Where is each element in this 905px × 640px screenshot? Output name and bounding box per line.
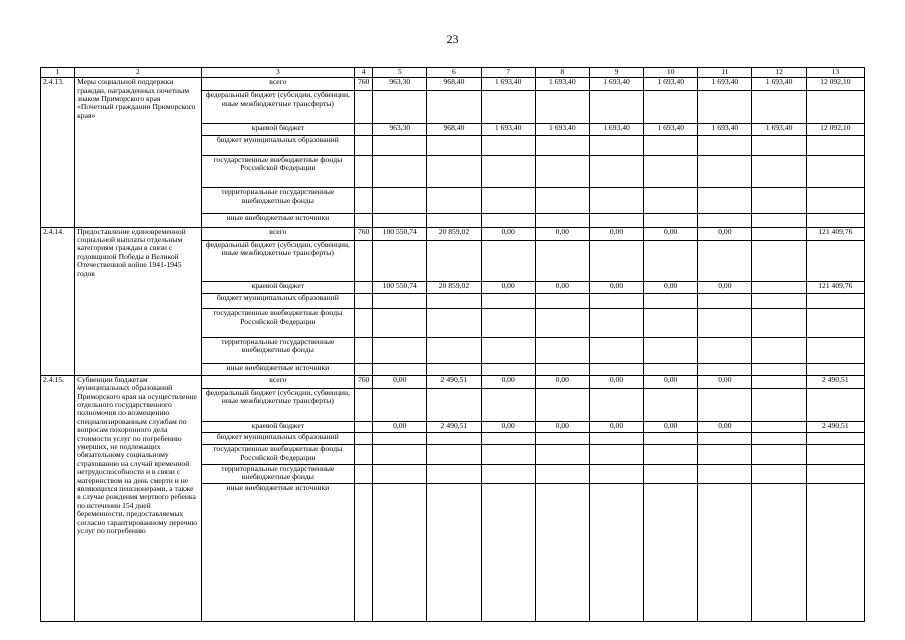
amount-cell (481, 91, 535, 124)
amount-cell (752, 91, 806, 124)
amount-cell: 0,00 (589, 282, 643, 294)
amount-cell (481, 337, 535, 363)
grbs-code (355, 445, 373, 465)
amount-cell (481, 465, 535, 484)
amount-cell: 121 409,76 (806, 282, 864, 294)
grbs-code (355, 282, 373, 294)
amount-cell (752, 388, 806, 421)
funding-source: иные внебюджетные источники (201, 214, 355, 227)
amount-cell (535, 484, 589, 622)
amount-cell (427, 136, 481, 156)
amount-cell (481, 136, 535, 156)
amount-cell (698, 433, 752, 445)
header-cell: 4 (355, 68, 373, 78)
measure-code: 2.4.15. (41, 375, 75, 621)
amount-cell (752, 375, 806, 388)
header-cell: 2 (75, 68, 201, 78)
amount-cell (806, 309, 864, 337)
amount-cell: 0,00 (373, 421, 427, 433)
amount-cell (698, 337, 752, 363)
amount-cell (427, 363, 481, 375)
amount-cell (644, 445, 698, 465)
header-cell: 8 (535, 68, 589, 78)
amount-cell: 0,00 (698, 227, 752, 240)
amount-cell: 0,00 (644, 282, 698, 294)
amount-cell: 968,40 (427, 124, 481, 136)
amount-cell (806, 240, 864, 281)
amount-cell (481, 484, 535, 622)
funding-source: всего (201, 375, 355, 388)
amount-cell (752, 363, 806, 375)
amount-cell (535, 91, 589, 124)
grbs-code (355, 188, 373, 214)
funding-source: бюджет муниципальных образований (201, 433, 355, 445)
header-cell: 5 (373, 68, 427, 78)
amount-cell: 0,00 (589, 421, 643, 433)
amount-cell (806, 484, 864, 622)
amount-cell (481, 445, 535, 465)
amount-cell (698, 294, 752, 309)
amount-cell (535, 136, 589, 156)
amount-cell (806, 155, 864, 188)
amount-cell: 0,00 (644, 375, 698, 388)
amount-cell (373, 294, 427, 309)
funding-source: государственные внебюджетные фонды Российской Федерации (201, 155, 355, 188)
amount-cell: 1 693,40 (644, 78, 698, 91)
amount-cell: 1 693,40 (589, 78, 643, 91)
amount-cell (644, 388, 698, 421)
amount-cell (698, 309, 752, 337)
amount-cell (752, 484, 806, 622)
amount-cell: 0,00 (644, 227, 698, 240)
funding-source: государственные внебюджетные фонды Российской Федерации (201, 309, 355, 337)
amount-cell (427, 445, 481, 465)
amount-cell (535, 214, 589, 227)
amount-cell (535, 388, 589, 421)
header-cell: 6 (427, 68, 481, 78)
amount-cell (644, 155, 698, 188)
amount-cell (427, 214, 481, 227)
grbs-code (355, 136, 373, 156)
amount-cell (427, 484, 481, 622)
amount-cell (535, 240, 589, 281)
amount-cell (535, 294, 589, 309)
amount-cell: 2 490,51 (806, 375, 864, 388)
grbs-code (355, 363, 373, 375)
header-cell: 9 (589, 68, 643, 78)
amount-cell (373, 214, 427, 227)
page-number: 23 (446, 32, 459, 46)
amount-cell (427, 433, 481, 445)
amount-cell (481, 188, 535, 214)
amount-cell: 963,30 (373, 124, 427, 136)
header-cell: 10 (644, 68, 698, 78)
amount-cell: 100 550,74 (373, 227, 427, 240)
amount-cell (589, 309, 643, 337)
amount-cell (644, 433, 698, 445)
amount-cell (698, 363, 752, 375)
amount-cell (427, 188, 481, 214)
funding-source: краевой бюджет (201, 124, 355, 136)
amount-cell (806, 388, 864, 421)
amount-cell (373, 91, 427, 124)
amount-cell (481, 294, 535, 309)
amount-cell: 12 092,10 (806, 78, 864, 91)
amount-cell (535, 309, 589, 337)
grbs-code (355, 91, 373, 124)
amount-cell (481, 433, 535, 445)
amount-cell (589, 214, 643, 227)
funding-source: территориальные государственные внебюджетные фонды (201, 188, 355, 214)
amount-cell (644, 240, 698, 281)
amount-cell (644, 337, 698, 363)
amount-cell: 1 693,40 (481, 124, 535, 136)
amount-cell (535, 155, 589, 188)
funding-source: территориальные государственные внебюджетные фонды (201, 337, 355, 363)
amount-cell (589, 337, 643, 363)
amount-cell (752, 227, 806, 240)
amount-cell (698, 484, 752, 622)
amount-cell (589, 294, 643, 309)
header-cell: 7 (481, 68, 535, 78)
amount-cell (535, 465, 589, 484)
amount-cell (644, 188, 698, 214)
amount-cell: 0,00 (698, 375, 752, 388)
amount-cell: 0,00 (481, 282, 535, 294)
amount-cell (589, 484, 643, 622)
amount-cell (373, 309, 427, 337)
funding-source: бюджет муниципальных образований (201, 136, 355, 156)
budget-table (40, 67, 865, 622)
grbs-code (355, 337, 373, 363)
amount-cell (752, 136, 806, 156)
amount-cell: 20 859,02 (427, 282, 481, 294)
amount-cell (373, 188, 427, 214)
funding-source: федеральный бюджет (субсидии, субвенции, иные межбюджетные трансферты) (201, 240, 355, 281)
amount-cell: 1 693,40 (644, 124, 698, 136)
funding-source: федеральный бюджет (субсидии, субвенции, иные межбюджетные трансферты) (201, 388, 355, 421)
amount-cell (373, 388, 427, 421)
amount-cell (481, 155, 535, 188)
grbs-code (355, 309, 373, 337)
amount-cell (806, 433, 864, 445)
funding-source: бюджет муниципальных образований (201, 294, 355, 309)
amount-cell (589, 155, 643, 188)
amount-cell (806, 188, 864, 214)
amount-cell (644, 363, 698, 375)
funding-source: федеральный бюджет (субсидии, субвенции, иные межбюджетные трансферты) (201, 91, 355, 124)
amount-cell (589, 363, 643, 375)
amount-cell (752, 188, 806, 214)
funding-source: территориальные государственные внебюджетные фонды (201, 465, 355, 484)
amount-cell (806, 91, 864, 124)
amount-cell (373, 240, 427, 281)
amount-cell: 1 693,40 (752, 78, 806, 91)
amount-cell (698, 136, 752, 156)
amount-cell (535, 433, 589, 445)
amount-cell: 968,40 (427, 78, 481, 91)
amount-cell (535, 337, 589, 363)
amount-cell (373, 445, 427, 465)
amount-cell: 1 693,40 (481, 78, 535, 91)
amount-cell: 2 490,51 (427, 375, 481, 388)
amount-cell (481, 214, 535, 227)
amount-cell (644, 91, 698, 124)
amount-cell: 963,30 (373, 78, 427, 91)
measure-name: Предоставление единовременной социальной выплаты отдельным категориям граждан в связи с годовщиной Победы в Великой Отечественной войне 1941-1945 годов (75, 227, 201, 375)
funding-source: иные внебюджетные источники (201, 363, 355, 375)
funding-source: государственные внебюджетные фонды Российской Федерации (201, 445, 355, 465)
amount-cell: 0,00 (481, 227, 535, 240)
amount-cell (427, 155, 481, 188)
amount-cell (373, 136, 427, 156)
amount-cell: 2 490,51 (427, 421, 481, 433)
amount-cell (589, 465, 643, 484)
amount-cell: 0,00 (535, 375, 589, 388)
amount-cell (752, 465, 806, 484)
amount-cell: 1 693,40 (535, 124, 589, 136)
amount-cell: 0,00 (698, 421, 752, 433)
amount-cell (698, 445, 752, 465)
grbs-code (355, 388, 373, 421)
amount-cell: 1 693,40 (589, 124, 643, 136)
amount-cell: 0,00 (698, 282, 752, 294)
amount-cell (535, 188, 589, 214)
amount-cell (373, 155, 427, 188)
amount-cell (589, 388, 643, 421)
grbs-code: 760 (355, 227, 373, 240)
grbs-code (355, 484, 373, 622)
grbs-code (355, 155, 373, 188)
amount-cell (752, 214, 806, 227)
amount-cell (698, 91, 752, 124)
amount-cell (427, 240, 481, 281)
amount-cell (752, 433, 806, 445)
amount-cell (373, 465, 427, 484)
grbs-code (355, 465, 373, 484)
amount-cell: 121 409,76 (806, 227, 864, 240)
amount-cell (752, 240, 806, 281)
header-cell: 3 (201, 68, 355, 78)
amount-cell (752, 294, 806, 309)
amount-cell (427, 388, 481, 421)
amount-cell (427, 465, 481, 484)
amount-cell (752, 445, 806, 465)
funding-source: всего (201, 78, 355, 91)
amount-cell (644, 465, 698, 484)
amount-cell: 0,00 (481, 421, 535, 433)
header-cell: 12 (752, 68, 806, 78)
grbs-code (355, 214, 373, 227)
amount-cell (535, 445, 589, 465)
grbs-code (355, 240, 373, 281)
amount-cell: 12 092,10 (806, 124, 864, 136)
amount-cell (427, 294, 481, 309)
amount-cell (698, 188, 752, 214)
amount-cell (806, 363, 864, 375)
funding-source: иные внебюджетные источники (201, 484, 355, 622)
amount-cell: 0,00 (535, 421, 589, 433)
amount-cell: 0,00 (644, 421, 698, 433)
funding-source: краевой бюджет (201, 282, 355, 294)
amount-cell (752, 421, 806, 433)
grbs-code: 760 (355, 78, 373, 91)
grbs-code (355, 421, 373, 433)
amount-cell (698, 465, 752, 484)
measure-name: Меры социальной поддержки граждан, награжденных почетным знаком Приморского края «Почетный гражданин Приморского края» (75, 78, 201, 227)
amount-cell (806, 465, 864, 484)
header-cell: 11 (698, 68, 752, 78)
amount-cell (644, 309, 698, 337)
amount-cell: 0,00 (589, 227, 643, 240)
amount-cell (806, 445, 864, 465)
amount-cell: 0,00 (589, 375, 643, 388)
measure-code: 2.4.14. (41, 227, 75, 375)
amount-cell: 0,00 (535, 282, 589, 294)
amount-cell (698, 240, 752, 281)
amount-cell (752, 155, 806, 188)
amount-cell (698, 388, 752, 421)
amount-cell (806, 214, 864, 227)
amount-cell (752, 282, 806, 294)
amount-cell (752, 337, 806, 363)
amount-cell (481, 363, 535, 375)
amount-cell (589, 445, 643, 465)
amount-cell (589, 188, 643, 214)
header-cell: 1 (41, 68, 75, 78)
amount-cell (427, 337, 481, 363)
funding-source: всего (201, 227, 355, 240)
amount-cell (806, 337, 864, 363)
amount-cell (644, 136, 698, 156)
amount-cell (373, 363, 427, 375)
header-cell: 13 (806, 68, 864, 78)
grbs-code: 760 (355, 375, 373, 388)
grbs-code (355, 294, 373, 309)
amount-cell (427, 309, 481, 337)
amount-cell (481, 309, 535, 337)
amount-cell (698, 214, 752, 227)
amount-cell: 2 490,51 (806, 421, 864, 433)
amount-cell: 1 693,40 (535, 78, 589, 91)
amount-cell: 1 693,40 (752, 124, 806, 136)
amount-cell: 20 859,02 (427, 227, 481, 240)
grbs-code (355, 124, 373, 136)
amount-cell: 0,00 (481, 375, 535, 388)
amount-cell (589, 433, 643, 445)
amount-cell (644, 484, 698, 622)
amount-cell (644, 214, 698, 227)
amount-cell: 0,00 (535, 227, 589, 240)
funding-source: краевой бюджет (201, 421, 355, 433)
amount-cell (644, 294, 698, 309)
amount-cell: 1 693,40 (698, 78, 752, 91)
amount-cell: 1 693,40 (698, 124, 752, 136)
amount-cell (427, 91, 481, 124)
amount-cell (373, 433, 427, 445)
amount-cell (589, 91, 643, 124)
amount-cell (481, 240, 535, 281)
grbs-code (355, 433, 373, 445)
amount-cell (589, 240, 643, 281)
amount-cell (589, 136, 643, 156)
amount-cell (806, 294, 864, 309)
amount-cell (481, 388, 535, 421)
amount-cell (698, 155, 752, 188)
amount-cell: 100 550,74 (373, 282, 427, 294)
measure-code: 2.4.13. (41, 78, 75, 227)
amount-cell (373, 484, 427, 622)
amount-cell (535, 363, 589, 375)
amount-cell (373, 337, 427, 363)
amount-cell (752, 309, 806, 337)
amount-cell: 0,00 (373, 375, 427, 388)
measure-name: Субвенции бюджетам муниципальных образований Приморского края на осуществление отдельного государственного полномочия по возмещению специализированным службам по вопросам похоронного дела стоимости услуг по погребению умерших, не подлежащих обязательному социальному страхованию на случай временной нетрудоспособности и в связи с материнством на день смерти и не являющихся пенсионерами, а также в случае рождения мертвого ребенка по истечении 154 дней беременности, предоставляемых согласно гарантированному перечню услуг по погребению (75, 375, 201, 621)
amount-cell (806, 136, 864, 156)
